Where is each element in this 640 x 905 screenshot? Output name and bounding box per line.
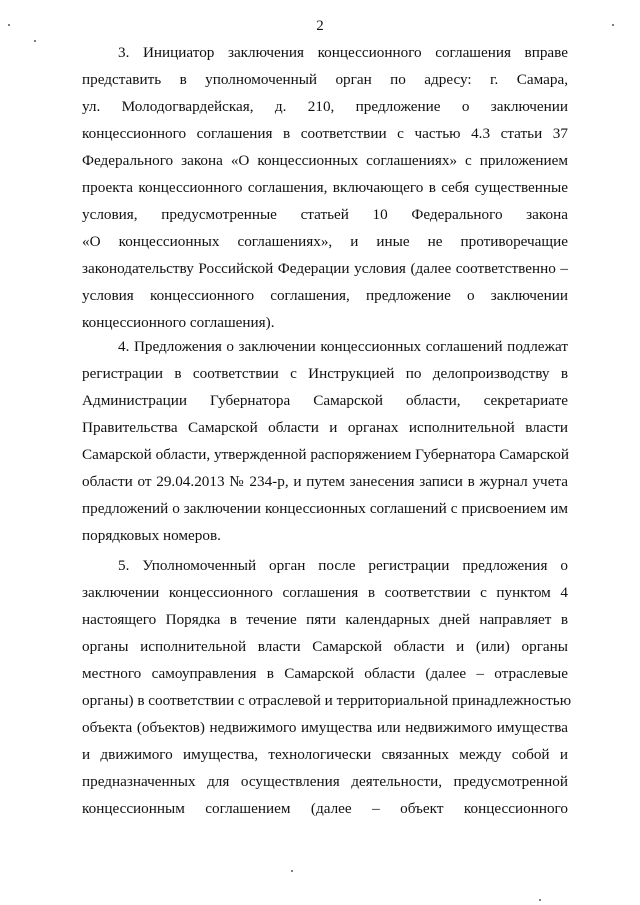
paragraph-line: условия концессионного соглашения, предложение о заключении bbox=[82, 287, 568, 304]
paragraph-line: и движимого имущества, технологически связанных между собой и bbox=[82, 746, 568, 763]
paragraph-4 bbox=[82, 333, 568, 549]
paragraph-line: концессионного соглашения). bbox=[82, 314, 275, 331]
paragraph-line: области от 29.04.2013 № 234-р, и путем занесения записи в журнал учета bbox=[82, 473, 568, 490]
paragraph-3 bbox=[82, 39, 568, 336]
paragraph-line: Правительства Самарской области и органах исполнительной власти bbox=[82, 419, 568, 436]
paragraph-line: порядковых номеров. bbox=[82, 527, 221, 544]
paragraph-line: 3. Инициатор заключения концессионного соглашения вправе bbox=[118, 44, 568, 61]
paragraph-line: органы) в соответствии с отраслевой и территориальной принадлежностью bbox=[82, 692, 572, 709]
scan-speck bbox=[8, 24, 10, 26]
paragraph-line: местного самоуправления в Самарской области (далее – отраслевые bbox=[82, 665, 568, 682]
paragraph-5 bbox=[82, 552, 572, 822]
paragraph-line: заключении концессионного соглашения в соответствии с пунктом 4 bbox=[82, 584, 568, 601]
paragraph-line: «О концессионных соглашениях», и иные не противоречащие bbox=[82, 233, 568, 250]
paragraph-line: предназначенных для осуществления деятельности, предусмотренной bbox=[82, 773, 568, 790]
paragraph-line: Самарской области, утвержденной распоряжением Губернатора Самарской bbox=[82, 446, 570, 463]
paragraph-line: Администрации Губернатора Самарской области, секретариате bbox=[82, 392, 568, 409]
scan-speck bbox=[291, 870, 293, 872]
paragraph-line: регистрации в соответствии с Инструкцией по делопроизводству в bbox=[82, 365, 568, 382]
paragraph-line: предложений о заключении концессионных соглашений с присвоением им bbox=[82, 500, 568, 517]
paragraph-line: Федерального закона «О концессионных соглашениях» с приложением bbox=[82, 152, 568, 169]
paragraph-line: проекта концессионного соглашения, включающего в себя существенные bbox=[82, 179, 568, 196]
scan-speck bbox=[34, 40, 36, 42]
paragraph-line: органы исполнительной власти Самарской области и (или) органы bbox=[82, 638, 568, 655]
page-number: 2 bbox=[316, 18, 324, 34]
paragraph-line: концессионным соглашением (далее – объект концессионного bbox=[82, 800, 568, 817]
paragraph-line: 5. Уполномоченный орган после регистрации предложения о bbox=[118, 557, 568, 574]
paragraph-line: объекта (объектов) недвижимого имущества или недвижимого имущества bbox=[82, 719, 568, 736]
paragraph-line: условия, предусмотренные статьей 10 Федерального закона bbox=[82, 206, 568, 223]
paragraph-line: концессионного соглашения в соответствии с частью 4.3 статьи 37 bbox=[82, 125, 568, 142]
paragraph-line: 4. Предложения о заключении концессионных соглашений подлежат bbox=[118, 338, 568, 355]
paragraph-line: настоящего Порядка в течение пяти календарных дней направляет в bbox=[82, 611, 568, 628]
paragraph-line: законодательству Российской Федерации условия (далее соответственно – bbox=[82, 260, 568, 277]
paragraph-line: представить в уполномоченный орган по адресу: г. Самара, bbox=[82, 71, 568, 88]
paragraph-line: ул. Молодогвардейская, д. 210, предложение о заключении bbox=[82, 98, 568, 115]
scan-speck bbox=[612, 24, 614, 26]
scan-speck bbox=[539, 899, 541, 901]
